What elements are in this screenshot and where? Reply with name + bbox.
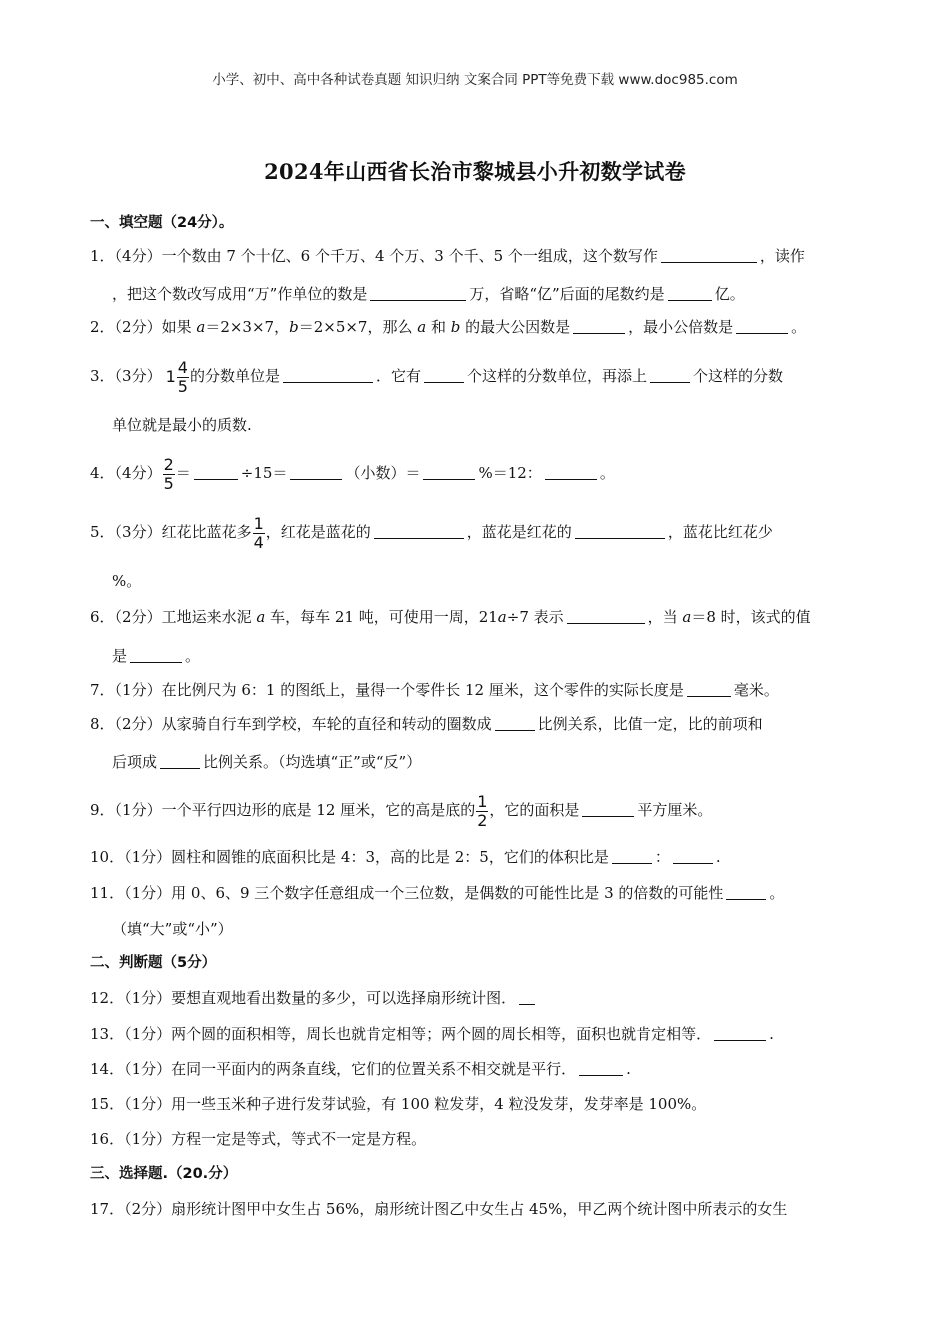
question-8-cont: 后项成 比例关系。（均选填“正”或“反”） <box>112 753 422 771</box>
question-14: 14．（1分）在同一平面内的两条直线，它们的位置关系不相交就是平行． . <box>90 1060 631 1078</box>
question-5: 5．（3分）红花比蓝花多 $\frac{1}{4}$ ，红花是蓝花的 ，蓝花是红花的 ，蓝花比红花少 <box>90 513 773 552</box>
answer-blank[interactable] <box>575 523 665 539</box>
question-13: 13．（1分）两个圆的面积相等，周长也就肯定相等；两个圆的周长相等，面积也就肯定相等． . <box>90 1025 774 1043</box>
answer-blank[interactable] <box>668 285 712 301</box>
section-true-false: 二、判断题（5分） <box>90 955 217 971</box>
question-6-cont: 是 。 <box>112 647 201 665</box>
answer-blank[interactable] <box>370 285 466 301</box>
question-17: 17．（2分）扇形统计图甲中女生占 56%，扇形统计图乙中女生占 45%，甲乙两个统计图中所表示的女生 <box>90 1200 788 1218</box>
answer-blank[interactable] <box>687 681 731 697</box>
answer-blank[interactable] <box>714 1025 766 1041</box>
answer-blank[interactable] <box>726 884 766 900</box>
section-fill-blank: 一、填空题（24分）。 <box>90 215 234 231</box>
answer-blank[interactable] <box>650 367 690 383</box>
answer-blank[interactable] <box>290 464 342 480</box>
answer-blank[interactable] <box>424 367 464 383</box>
answer-blank[interactable] <box>423 464 475 480</box>
answer-blank[interactable] <box>673 848 713 864</box>
answer-blank[interactable] <box>495 715 535 731</box>
answer-blank[interactable] <box>545 464 597 480</box>
question-3: 3．（3分） 1 $\frac{4}{5}$ 的分数单位是 ．它有 个这样的分数单位，再添上 个这样的分数 <box>90 357 784 396</box>
question-4: 4．（4分） $\frac{2}{5}$ ＝ ÷15＝ （小数）＝ %＝12： 。 <box>90 454 615 493</box>
fraction: $\frac{1}{4}$ <box>253 513 264 552</box>
question-5-cont: %。 <box>112 572 142 590</box>
answer-blank[interactable] <box>130 647 182 663</box>
answer-blank[interactable] <box>573 318 625 334</box>
question-16: 16．（1分）方程一定是等式，等式不一定是方程。 <box>90 1130 427 1148</box>
fraction: $\frac{1}{2}$ <box>477 791 488 830</box>
answer-blank[interactable] <box>567 608 645 624</box>
answer-blank[interactable] <box>736 318 788 334</box>
page-title: 2024年山西省长治市黎城县小升初数学试卷 <box>264 159 686 184</box>
answer-blank[interactable] <box>579 1060 623 1076</box>
answer-blank[interactable] <box>160 753 200 769</box>
question-3-cont: 单位就是最小的质数. <box>112 416 252 434</box>
answer-blank[interactable] <box>374 523 464 539</box>
question-12: 12．（1分）要想直观地看出数量的多少，可以选择扇形统计图． <box>90 987 862 1009</box>
question-7: 7．（1分）在比例尺为 6：1 的图纸上，量得一个零件长 12 厘米，这个零件的实际长度是 毫米。 <box>90 681 779 699</box>
question-1: 1．（4分）一个数由 7 个十亿、6 个千万、4 个万、3 个千、5 个一组成，这个数写作 ，读作 <box>90 247 805 265</box>
answer-blank[interactable] <box>194 464 238 480</box>
page-header: 小学、初中、高中各种试卷真题 知识归纳 文案合同 PPT等免费下载 www.doc985.com <box>212 72 738 88</box>
question-15: 15．（1分）用一些玉米种子进行发芽试验，有 100 粒发芽，4 粒没发芽，发芽率是 100%。 <box>90 1095 707 1113</box>
answer-blank[interactable] <box>612 848 652 864</box>
question-1-cont: ，把这个数改写成用“万”作单位的数是 万，省略“亿”后面的尾数约是 亿。 <box>112 285 745 303</box>
answer-blank[interactable] <box>519 989 535 1005</box>
fraction: $\frac{4}{5}$ <box>177 357 188 396</box>
section-multiple-choice: 三、选择题.（20.分） <box>90 1166 238 1182</box>
question-11: 11．（1分）用 0、6、9 三个数字任意组成一个三位数，是偶数的可能性比是 3 的倍数的可能性 。 <box>90 884 785 902</box>
answer-blank[interactable] <box>582 801 634 817</box>
question-8: 8．（2分）从家骑自行车到学校，车轮的直径和转动的圈数成 比例关系，比值一定，比的前项和 <box>90 715 763 733</box>
question-6: 6．（2分）工地运来水泥 a 车，每车 21 吨，可使用一周，21a÷7 表示 ，当 a＝8 时，该式的值 <box>90 608 811 626</box>
question-9: 9．（1分）一个平行四边形的底是 12 厘米，它的高是底的 $\frac{1}{2}$ ，它的面积是 平方厘米。 <box>90 791 713 830</box>
question-10: 10．（1分）圆柱和圆锥的底面积比是 4：3，高的比是 2：5，它们的体积比是 ： . <box>90 848 721 866</box>
question-2: 2．（2分）如果 a＝2×3×7，b＝2×5×7，那么 a 和 b 的最大公因数是 ，最小公倍数是 。 <box>90 318 807 336</box>
question-11-cont: （填“大”或“小”） <box>112 920 233 938</box>
mixed-number: 1 <box>165 367 176 386</box>
answer-blank[interactable] <box>283 367 373 383</box>
fraction: $\frac{2}{5}$ <box>163 454 174 493</box>
answer-blank[interactable] <box>661 247 757 263</box>
